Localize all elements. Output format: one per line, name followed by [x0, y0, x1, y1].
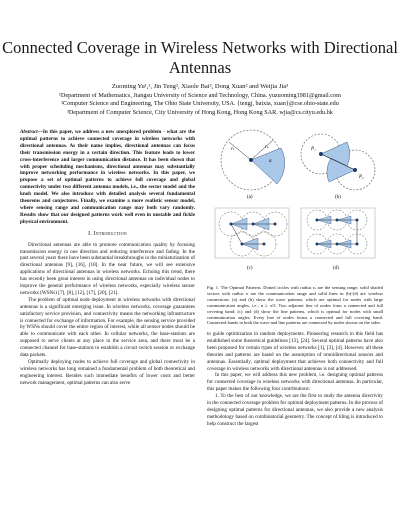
- author-block: [0, 83, 400, 117]
- figure-1-caption: Fig. 1. The Optimal Patterns. Dotted circles with radius rₛ are the sensing range, solid shaded sectors with radius rₜ are the communication range and solid lines in (b)-(d) are wireless connections. (a) and (b) show the wave patterns, which are optimal for nodes with large communication angles, i.e., α ≥ π/3. Two adjacent line of nodes form a connected and full covering band; (c) and (d) show the line patterns, which is optimal for nodes with small communication angles. Every line of nodes forms a connected and full covering band. Connected bands in both the wave and line patterns are connected by nodes shown on the sides.: [207, 285, 383, 326]
- affiliation-2: ²Computer Science and Engineering, The Ohio State University, USA. {tengj, baixia, xuan}@cse.ohio-state.edu: [61, 100, 339, 108]
- panel-b: [301, 134, 375, 200]
- affiliation-3: ³Department of Computer Science, City University of Hong Kong, Hong Kong SAR. wjia@cs.cityu.edu.hk: [66, 108, 333, 116]
- label-p2: P₂: [359, 175, 364, 180]
- body-paragraph: to guide optimization in random deployments. Pioneering research in this field has established some theoretical guidelines [13], [24]. Several optimal patterns have also been proposed for certain types of wireless networks [1], [3], [4]. However, all these theories and patterns are based on the assumption of omnidirectional sensors and antennas. Essentially, optimal deployment that achieves both connectivity and full coverage in wireless networks with directional antennas is not addressed.: [207, 331, 383, 372]
- panel-label-c: (c): [247, 266, 253, 271]
- author-names: Zuoming Yu¹,², Jin Teng², Xiaole Bai², Dong Xuan² and Weijia Jia³: [111, 83, 289, 90]
- right-column: [207, 331, 383, 428]
- paper-title: Connected Coverage in Wireless Networks with Directional Antennas: [2, 38, 398, 77]
- label-rt: rₜ: [231, 147, 235, 152]
- abstract: [20, 129, 195, 226]
- label-p1: P₁: [311, 147, 316, 152]
- node-dot: [319, 152, 323, 156]
- abstract-label: Abstract: [20, 129, 38, 135]
- intro-paragraph: Optimally deploying nodes to achieve full coverage and global connectivity in wireless networks has long remained a fundamental problem of both theoretical and engineering interest. Besides such immediate benefits of lower costs and better network management, optimal patterns can also serve: [20, 359, 195, 386]
- left-column: [20, 129, 195, 387]
- body-paragraph: In this paper, we will address this new problem, i.e. designing optimal patterns for connected coverage in wireless networks with directional antennas. In particular, this paper makes the following four contributions:: [207, 372, 383, 393]
- panel-a: [221, 130, 285, 200]
- figure-1: [207, 126, 383, 276]
- panel-label-d: (d): [333, 266, 339, 271]
- intro-paragraph: The problem of optimal node deployment in wireless networks with directional antennas is a significant emerging issue. In wireless networks, coverage guarantees satisfactory service provision, and connectivity means the networking infrastructure is connected for exchange of information. For example, the sensing service provided by WSNs should cover the entire region of interest, while all sensor nodes should be able to communicate with each other. In cellular networks, the base-stations are supposed to serve clients at any place in the service area, and there must be a connected channel for base-stations to establish a circuit switch session or exchange data packets.: [20, 296, 195, 359]
- panel-label-b: (b): [335, 195, 341, 200]
- body-paragraph: 1. To the best of our knowledge, we are the first to study the antenna directivity in the connected coverage problem for optimal deployment patterns. In the process of designing optimal patterns for directional antennas, we also provide a new analysis methodology based on combinatorial geometry. The concept of tiling is introduced to help construct the largest: [207, 393, 384, 427]
- label-alpha: α: [269, 159, 272, 164]
- panel-label-a: (a): [247, 195, 253, 200]
- panel-d: [301, 208, 375, 271]
- label-rs: rₛ: [265, 145, 269, 150]
- section-heading-introduction: I. Introduction: [88, 230, 127, 237]
- panel-c: [215, 208, 289, 271]
- abstract-text: —In this paper, we address a new unexplored problem - what are the optimal patterns to achieve connected coverage in wireless networks with directional antennas. As their name implies, directional antennas can focus their transmission energy in a certain direction. This feature leads to lower cross-interference and larger communication distance. It has been shown that with proper scheduling mechanisms, directional antennas may substantially improve networking performance in wireless networks. In this paper, we propose a set of optimal patterns to achieve full coverage and global connectivity under two different antenna models, i.e., the sector model and the knob model. We also introduce with detailed analysis several fundamental theorems and conjectures. Finally, we examine a more realistic sensor model, where sensing range and communication range may both vary randomly. Results show that our designed patterns work well even in unstable and fickle physical environment.: [20, 129, 195, 225]
- node-dot: [353, 168, 357, 172]
- affiliation-1: ¹Department of Mathematics, Jiangsu University of Science and Technology, China. yuzuoming1981@gmail.com: [59, 92, 341, 100]
- figure-1-graphic: [207, 126, 383, 276]
- intro-paragraph: Directional antennas are able to promote communication quality by focusing transmission energy in one direction and reducing interference and fading. In the past several years there have been substantial breakthroughs in the miniaturization of directional antennas [9], [16], [18]. In the near future, we will see extensive applications of directional antennas in wireless networks. Echoing this trend, there has recently been great interest in using directional antennas on individual nodes to improve the general performance of wireless networks, especially wireless sensor networks (WSNs) [7], [8], [12], [17], [20], [21].: [20, 241, 195, 296]
